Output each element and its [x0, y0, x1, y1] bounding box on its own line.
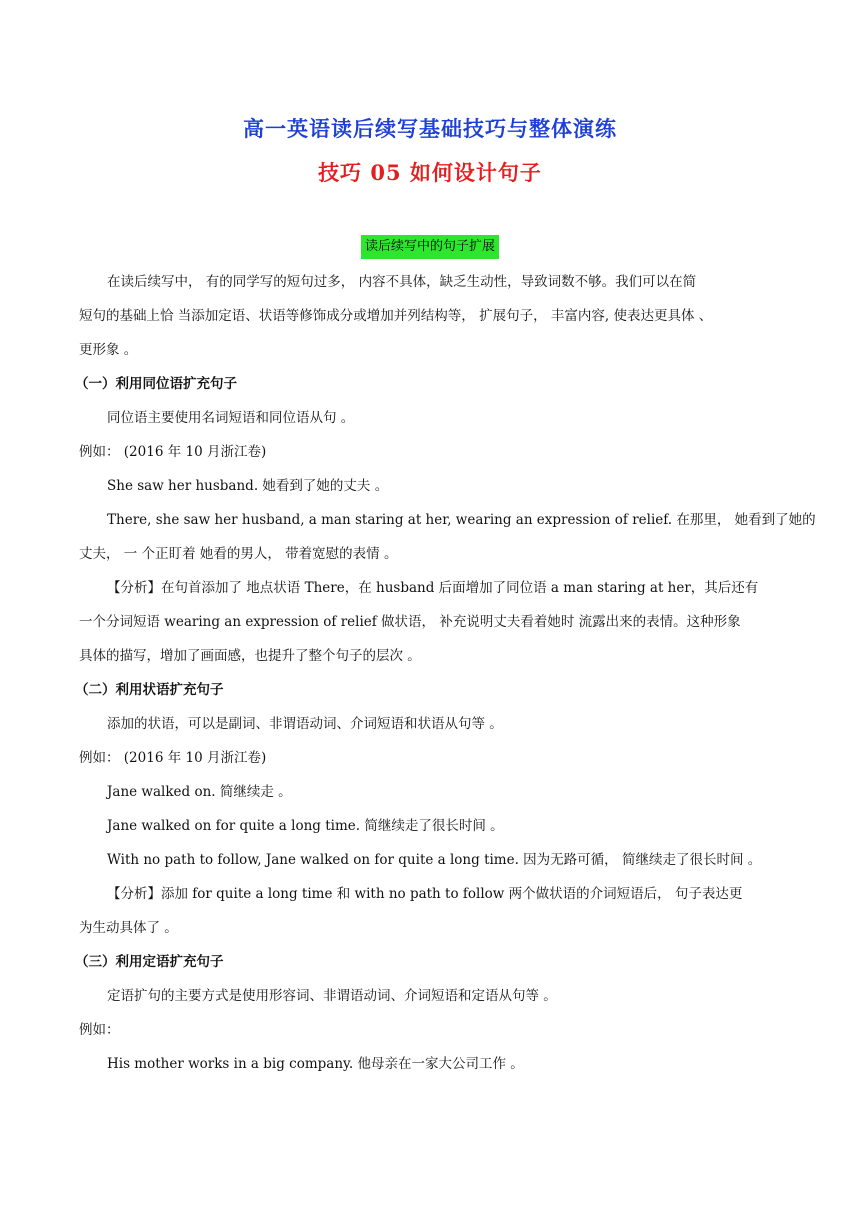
- analysis-line: 一个分词短语 wearing an expression of relief 做状语， 补充说明丈夫看着她时 流露出来的表情。这种形象: [79, 614, 741, 630]
- example-sentence: There, she saw her husband, a man staring at her, wearing an expression of relief. 在那里， 她看到了她的: [107, 512, 816, 528]
- example-sentence: With no path to follow, Jane walked on for quite a long time. 因为无路可循， 简继续走了很长时间 。: [107, 852, 762, 868]
- intro-line: 更形象 。: [79, 342, 138, 358]
- example-label: 例如： (2016 年 10 月浙江卷): [79, 444, 267, 460]
- analysis-line: 【分析】在句首添加了 地点状语 There，在 husband 后面增加了同位语 a man staring at her，其后还有: [107, 580, 759, 596]
- document-body: [75, 265, 816, 1081]
- section-description: 同位语主要使用名词短语和同位语从句 。: [107, 410, 355, 426]
- document-title: 高一英语读后续写基础技巧与整体演练: [243, 116, 617, 141]
- example-sentence-continued: 丈夫， 一 个正盯着 她看的男人， 带着宽慰的表情 。: [79, 546, 398, 562]
- example-sentence: Jane walked on for quite a long time. 简继续走了很长时间 。: [107, 818, 504, 834]
- analysis-line: 具体的描写，增加了画面感，也提升了整个句子的层次 。: [79, 648, 421, 664]
- example-sentence: His mother works in a big company. 他母亲在一家大公司工作 。: [107, 1056, 524, 1072]
- example-label: 例如：: [79, 1022, 120, 1038]
- section-heading-attributive: （三）利用定语扩充句子: [75, 954, 224, 970]
- example-sentence: Jane walked on. 简继续走 。: [107, 784, 292, 800]
- section-description: 添加的状语，可以是副词、非谓语动词、介词短语和状语从句等 。: [107, 716, 503, 732]
- intro-line: 在读后续写中， 有的同学写的短句过多， 内容不具体，缺乏生动性，导致词数不够。我们可以在简: [107, 274, 697, 290]
- example-sentence: She saw her husband. 她看到了她的丈夫 。: [107, 478, 389, 494]
- section-heading-appositive: （一）利用同位语扩充句子: [75, 376, 237, 392]
- intro-line: 短句的基础上恰 当添加定语、状语等修饰成分或增加并列结构等， 扩展句子， 丰富内容, 使表达更具体 、: [79, 308, 713, 324]
- section-banner-container: [0, 235, 860, 259]
- document-subtitle: 技巧 05 如何设计句子: [318, 160, 542, 185]
- section-heading-adverbial: （二）利用状语扩充句子: [75, 682, 224, 698]
- section-description: 定语扩句的主要方式是使用形容词、非谓语动词、介词短语和定语从句等 。: [107, 988, 557, 1004]
- analysis-line: 【分析】添加 for quite a long time 和 with no path to follow 两个做状语的介词短语后， 句子表达更: [107, 886, 743, 902]
- example-label: 例如： (2016 年 10 月浙江卷): [79, 750, 267, 766]
- analysis-line: 为生动具体了 。: [79, 920, 178, 936]
- section-banner: 读后续写中的句子扩展: [361, 235, 499, 259]
